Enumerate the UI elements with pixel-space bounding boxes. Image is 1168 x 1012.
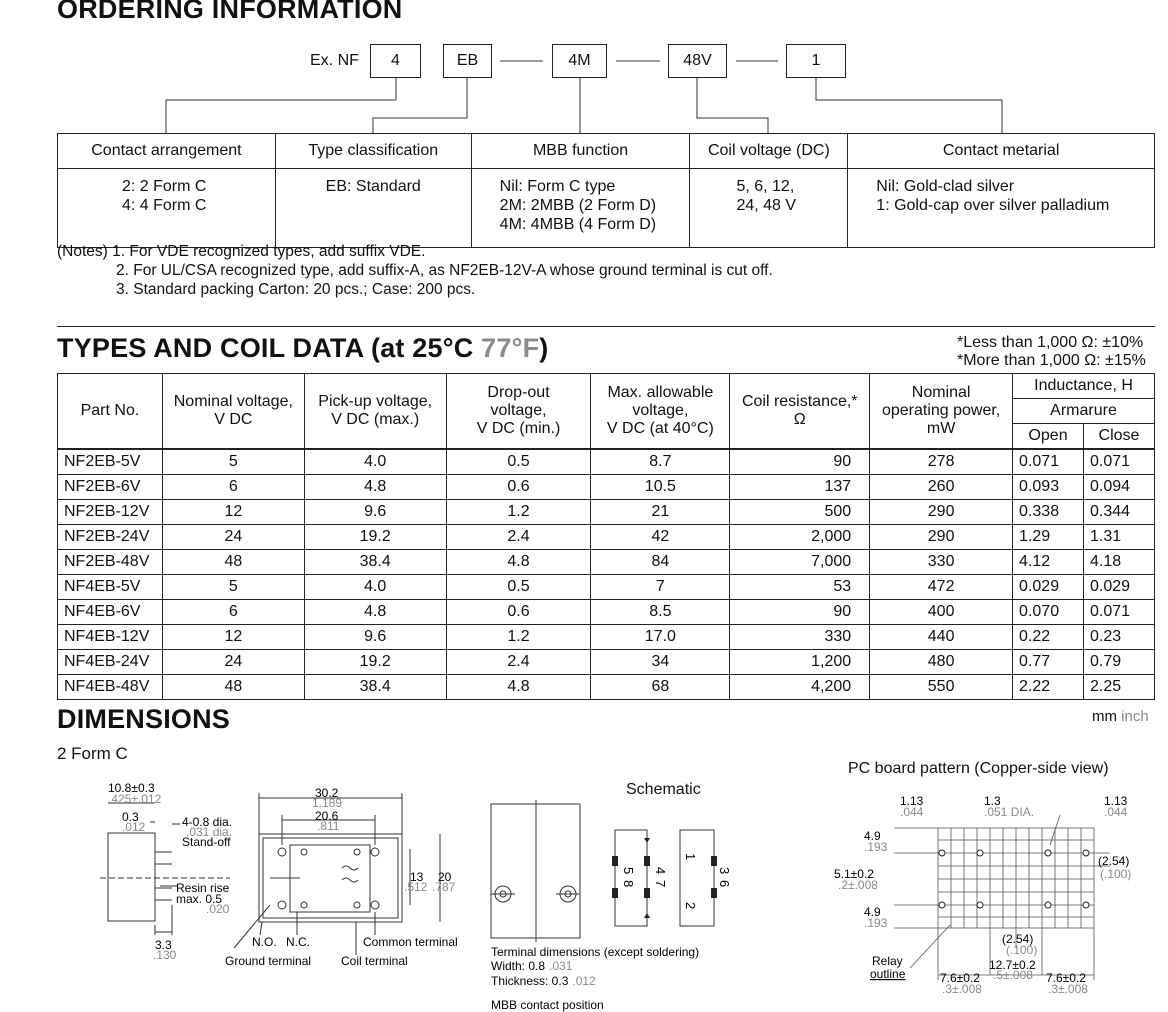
cell-dropout-voltage: 0.6 (446, 474, 591, 499)
dim-side-b: 3.3 (155, 938, 172, 952)
cell-pickup-voltage: 4.8 (304, 474, 446, 499)
cell-nominal-voltage: 24 (162, 649, 304, 674)
dim-top-w: 30.2 (315, 786, 339, 800)
pcb-title: PC board pattern (Copper-side view) (848, 760, 1109, 777)
cell-dropout-voltage: 2.4 (446, 649, 591, 674)
code-box-type: EB (443, 44, 492, 78)
cell-dropout-voltage: 4.8 (446, 674, 591, 699)
schematic-drawing (491, 800, 714, 942)
cell-operating-power: 440 (870, 624, 1013, 649)
pin-3: 3 (717, 867, 732, 875)
cell-coil-resistance: 90 (730, 449, 870, 475)
cell-dropout-voltage: 1.2 (446, 624, 591, 649)
cell-part-no: NF4EB-12V (58, 624, 163, 649)
ordering-title: ORDERING INFORMATION (57, 0, 403, 24)
cell-pickup-voltage: 9.6 (304, 624, 446, 649)
cell-operating-power: 290 (870, 524, 1013, 549)
code-box-material: 1 (786, 44, 846, 78)
pcb-dim-e-inch: .193 (864, 916, 888, 930)
cell-coil-resistance: 53 (730, 574, 870, 599)
header-line: Pick-up voltage, (318, 392, 433, 410)
header-part-no: Part No. (58, 374, 163, 449)
dim-side-resin2: max. 0.5 (176, 892, 223, 906)
unit-mm: mm (1092, 708, 1117, 725)
pcb-dim-h: 12.7±0.2 (989, 958, 1036, 972)
cell-coil-resistance: 7,000 (730, 549, 870, 574)
label-no: N.O. (252, 935, 277, 949)
dim-side-resin1: Resin rise (176, 881, 230, 895)
cell-inductance-open: 0.77 (1013, 649, 1084, 674)
cell-operating-power: 260 (870, 474, 1013, 499)
cell-operating-power: 290 (870, 499, 1013, 524)
dim-top-p-inch: .811 (317, 819, 340, 833)
cell-part-no: NF4EB-5V (58, 574, 163, 599)
cell-part-no: NF2EB-6V (58, 474, 163, 499)
cell-operating-power: 330 (870, 549, 1013, 574)
cell-max-voltage: 7 (591, 574, 730, 599)
value-line: 1: Gold-cap over silver palladium (876, 197, 1110, 214)
cell-part-no: NF2EB-12V (58, 499, 163, 524)
pcb-dim-h-inch: .5±.008 (993, 968, 1033, 982)
dim-side-dia: 4-0.8 dia. (182, 815, 233, 829)
pcb-dim-f-inch: (.100) (1100, 867, 1132, 881)
note-line: (Notes) 1. For VDE recognized types, add suffix VDE. (57, 243, 426, 260)
pcb-dim-k: 7.6±0.2 (940, 971, 980, 985)
cell-dropout-voltage: 0.5 (446, 449, 591, 475)
pcb-grid (894, 815, 1110, 980)
cell-dropout-voltage: 1.2 (446, 499, 591, 524)
cell-coil-resistance: 330 (730, 624, 870, 649)
pcb-dim-a-inch: .044 (900, 805, 924, 819)
cell-dropout-voltage: 2.4 (446, 524, 591, 549)
value-line: 2: 2 Form C (122, 178, 207, 195)
cell-nominal-voltage: 6 (162, 599, 304, 624)
cell-part-no: NF2EB-24V (58, 524, 163, 549)
dimensions-title: DIMENSIONS (57, 704, 231, 734)
terminal-width-inch: .031 (549, 959, 573, 973)
cell-part-no: NF4EB-24V (58, 649, 163, 674)
header-line: voltage, (632, 401, 689, 419)
header-line: mW (926, 419, 956, 437)
coil-title-main: TYPES AND COIL DATA (at 25°C (57, 333, 482, 363)
cell-coil-resistance: 500 (730, 499, 870, 524)
header-line: Nominal voltage, (173, 392, 293, 410)
cell-inductance-close: 0.029 (1084, 574, 1155, 599)
header-contact-material: Contact metarial (848, 134, 1155, 169)
cell-nominal-voltage: 24 (162, 524, 304, 549)
pcb-dim-b-inch: .044 (1104, 805, 1128, 819)
header-open: Open (1013, 424, 1084, 449)
value-line: 4M: 4MBB (4 Form D) (499, 216, 657, 233)
cell-inductance-close: 2.25 (1084, 674, 1155, 699)
cell-inductance-close: 1.31 (1084, 524, 1155, 549)
pcb-dim-dia: 1.3 (984, 794, 1001, 808)
note-line: 2. For UL/CSA recognized type, add suffix-A, as NF2EB-12V-A whose ground terminal is cut off. (116, 262, 773, 279)
cell-nominal-voltage: 48 (162, 549, 304, 574)
header-line: Coil resistance,* (741, 392, 858, 410)
pin-7: 7 (653, 880, 668, 888)
value-line: 2M: 2MBB (2 Form D) (499, 197, 657, 214)
value-line: 24, 48 V (736, 197, 797, 214)
header-mbb-function: MBB function (471, 134, 690, 169)
header-line: operating power, (881, 401, 1001, 419)
label-nc: N.C. (286, 935, 310, 949)
header-type-classification: Type classification (275, 134, 471, 169)
cell-inductance-close: 0.071 (1084, 449, 1155, 475)
dim-side-t1: 0.3 (122, 810, 139, 824)
pin-6: 6 (717, 880, 732, 888)
cell-max-voltage: 68 (591, 674, 730, 699)
cell-inductance-close: 0.344 (1084, 499, 1155, 524)
value-line: Nil: Form C type (499, 178, 616, 195)
cell-part-no: NF4EB-48V (58, 674, 163, 699)
terminal-dimensions-label: Terminal dimensions (except soldering) (491, 945, 700, 959)
dim-top-h2: 20 (438, 870, 452, 884)
dim-top-p: 20.6 (315, 809, 339, 823)
terminal-thickness-inch: .012 (572, 974, 596, 988)
cell-dropout-voltage: 0.6 (446, 599, 591, 624)
dim-side-dia-inch: .031 dia. (186, 825, 233, 839)
cell-max-voltage: 10.5 (591, 474, 730, 499)
cell-pickup-voltage: 19.2 (304, 649, 446, 674)
ordering-example-prefix: Ex. NF (310, 52, 359, 69)
cell-inductance-open: 1.29 (1013, 524, 1084, 549)
cell-pickup-voltage: 38.4 (304, 549, 446, 574)
cell-coil-resistance: 137 (730, 474, 870, 499)
cell-inductance-close: 0.79 (1084, 649, 1155, 674)
cell-nominal-voltage: 5 (162, 449, 304, 475)
header-line: V DC (214, 410, 253, 428)
header-contact-arrangement: Contact arrangement (58, 134, 276, 169)
coil-title-f: 77°F (481, 333, 540, 363)
pcb-dim-g-inch: (.100) (1006, 943, 1038, 957)
pcb-dim-d-inch: .2±.008 (838, 878, 878, 892)
cell-max-voltage: 84 (591, 549, 730, 574)
cell-operating-power: 278 (870, 449, 1013, 475)
header-line: V DC (at 40°C) (606, 419, 714, 437)
cell-part-no: NF2EB-5V (58, 449, 163, 475)
cell-inductance-open: 4.12 (1013, 549, 1084, 574)
cell-operating-power: 550 (870, 674, 1013, 699)
dim-top-h1: 13 (410, 870, 424, 884)
cell-coil-resistance: 4,200 (730, 674, 870, 699)
pin-2: 2 (683, 902, 698, 910)
cell-inductance-open: 0.070 (1013, 599, 1084, 624)
header-coil-voltage: Coil voltage (DC) (690, 134, 848, 169)
unit-inch: inch (1121, 708, 1149, 725)
cell-max-voltage: 42 (591, 524, 730, 549)
cell-max-voltage: 34 (591, 649, 730, 674)
cell-operating-power: 480 (870, 649, 1013, 674)
schematic-title: Schematic (626, 781, 701, 798)
pin-4: 4 (653, 867, 668, 875)
cell-inductance-close: 0.094 (1084, 474, 1155, 499)
header-line: Ω (793, 410, 806, 428)
cell-inductance-open: 0.071 (1013, 449, 1084, 475)
cell-coil-resistance: 1,200 (730, 649, 870, 674)
dimensions-subtitle: 2 Form C (57, 744, 128, 763)
pcb-dim-f: (2.54) (1098, 854, 1130, 868)
pcb-outline-label: outline (870, 967, 906, 981)
cell-operating-power: 400 (870, 599, 1013, 624)
dim-side-t1-inch: .012 (122, 820, 146, 834)
pcb-dim-g: (2.54) (1002, 932, 1034, 946)
cell-max-voltage: 8.5 (591, 599, 730, 624)
header-inductance: Inductance, H (1013, 374, 1155, 399)
dim-top-w-inch: 1.189 (312, 796, 343, 810)
dim-side-b-inch: .130 (153, 948, 177, 962)
cell-pickup-voltage: 4.0 (304, 574, 446, 599)
code-box-voltage: 48V (668, 44, 727, 78)
header-line: Drop-out (487, 383, 550, 401)
schematic-contacts (612, 838, 717, 918)
tolerance-line: *Less than 1,000 Ω: ±10% (957, 334, 1144, 351)
cell-pickup-voltage: 9.6 (304, 499, 446, 524)
coil-title-end: ) (539, 333, 549, 363)
dim-side-w1: 10.8±0.3 (108, 781, 155, 795)
cell-inductance-close: 0.23 (1084, 624, 1155, 649)
cell-inductance-open: 0.22 (1013, 624, 1084, 649)
header-line: V DC (min.) (476, 419, 561, 437)
cell-inductance-open: 0.093 (1013, 474, 1084, 499)
cell-dropout-voltage: 0.5 (446, 574, 591, 599)
dim-side-standoff: Stand-off (182, 835, 231, 849)
cell-inductance-close: 4.18 (1084, 549, 1155, 574)
terminal-thickness-mm: Thickness: 0.3 (491, 974, 569, 988)
pcb-dim-a: 1.13 (900, 794, 924, 808)
header-close: Close (1084, 424, 1155, 449)
dim-top-h1-inch: .512 (404, 880, 428, 894)
terminal-width-label (491, 959, 573, 973)
cell-pickup-voltage: 4.8 (304, 599, 446, 624)
label-ground-terminal: Ground terminal (225, 954, 312, 968)
code-box-contact: 4 (370, 44, 421, 78)
cell-max-voltage: 17.0 (591, 624, 730, 649)
code-box-mbb: 4M (552, 44, 607, 78)
pcb-dim-k-inch: .3±.008 (942, 982, 982, 996)
cell-pickup-voltage: 19.2 (304, 524, 446, 549)
cell-nominal-voltage: 5 (162, 574, 304, 599)
cell-coil-resistance: 90 (730, 599, 870, 624)
pcb-dim-m-inch: .3±.008 (1048, 982, 1088, 996)
header-armature: Armarure (1013, 399, 1155, 424)
cell-operating-power: 472 (870, 574, 1013, 599)
header-line: voltage, (490, 401, 547, 419)
cell-pickup-voltage: 4.0 (304, 449, 446, 475)
cell-part-no: NF4EB-6V (58, 599, 163, 624)
pcb-dim-m: 7.6±0.2 (1046, 971, 1086, 985)
mbb-contact-position-label: MBB contact position (491, 998, 604, 1012)
cell-nominal-voltage: 6 (162, 474, 304, 499)
pcb-relay-label: Relay (872, 954, 903, 968)
cell-nominal-voltage: 12 (162, 624, 304, 649)
cell-inductance-open: 0.338 (1013, 499, 1084, 524)
cell-max-voltage: 8.7 (591, 449, 730, 475)
value-line: Nil: Gold-clad silver (876, 178, 1015, 195)
value-line: 5, 6, 12, (736, 178, 795, 195)
pcb-dim-b: 1.13 (1104, 794, 1128, 808)
cell-nominal-voltage: 12 (162, 499, 304, 524)
header-line: V DC (max.) (331, 410, 420, 428)
label-common-terminal: Common terminal (363, 935, 458, 949)
pin-1: 1 (683, 853, 698, 861)
tolerance-line: *More than 1,000 Ω: ±15% (957, 352, 1146, 369)
pcb-dim-c-inch: .193 (864, 840, 888, 854)
pcb-dim-dia-inch: .051 DIA. (984, 805, 1035, 819)
value-line: EB: Standard (325, 178, 421, 195)
dim-side-w1-inch: .425±.012 (108, 792, 162, 806)
pcb-dim-c: 4.9 (864, 829, 881, 843)
pcb-dim-e: 4.9 (864, 905, 881, 919)
terminal-width-mm: Width: 0.8 (491, 959, 546, 973)
pcb-dim-d: 5.1±0.2 (834, 867, 874, 881)
cell-coil-resistance: 2,000 (730, 524, 870, 549)
header-line: Nominal (911, 383, 971, 401)
cell-inductance-open: 0.029 (1013, 574, 1084, 599)
cell-dropout-voltage: 4.8 (446, 549, 591, 574)
terminal-thickness-label (491, 974, 596, 988)
dim-top-h2-inch: .787 (432, 880, 456, 894)
dim-side-resin-inch: .020 (206, 902, 230, 916)
pin-8: 8 (621, 880, 636, 888)
pin-5: 5 (621, 867, 636, 875)
cell-inductance-close: 0.071 (1084, 599, 1155, 624)
cell-pickup-voltage: 38.4 (304, 674, 446, 699)
cell-part-no: NF2EB-48V (58, 549, 163, 574)
value-line: 4: 4 Form C (122, 197, 207, 214)
cell-max-voltage: 21 (591, 499, 730, 524)
cell-nominal-voltage: 48 (162, 674, 304, 699)
note-line: 3. Standard packing Carton: 20 pcs.; Case: 200 pcs. (116, 281, 476, 298)
cell-inductance-open: 2.22 (1013, 674, 1084, 699)
label-coil-terminal: Coil terminal (341, 954, 408, 968)
header-line: Max. allowable (607, 383, 714, 401)
